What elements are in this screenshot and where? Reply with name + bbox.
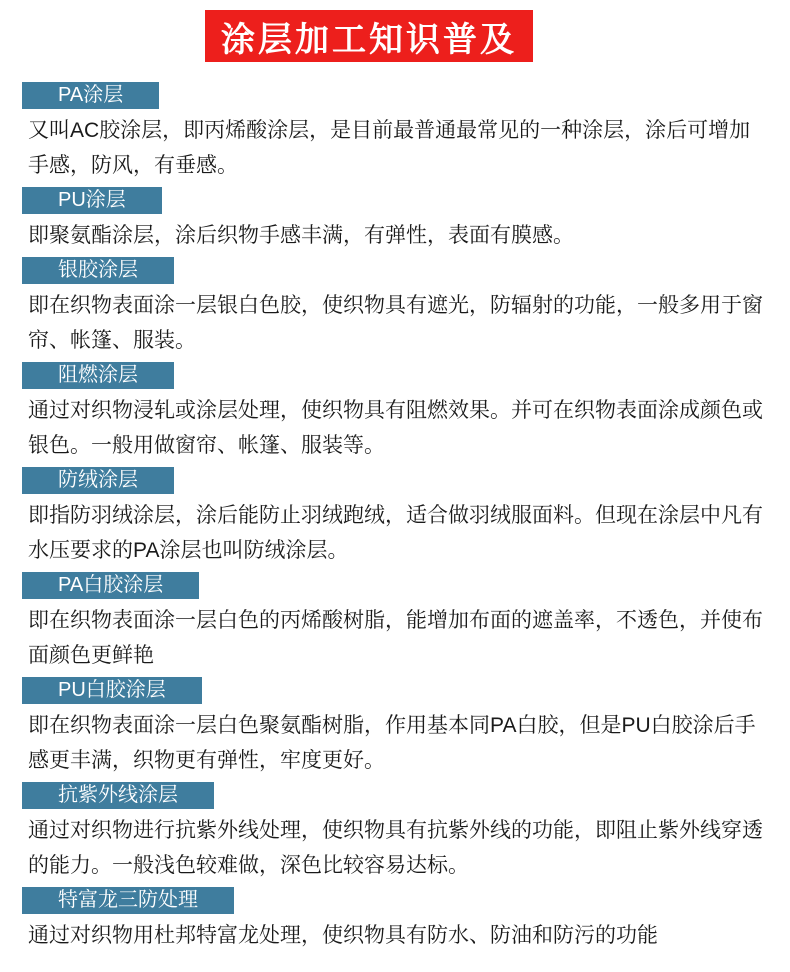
section-body-text: 即在织物表面涂一层银白色胶，使织物具有遮光，防辐射的功能，一般多用于窗帘、帐篷、服装。 (28, 294, 763, 352)
section-body-text: 通过对织物进行抗紫外线处理，使织物具有抗紫外线的功能，即阻止紫外线穿透的能力。一般浅色较难做，深色比较容易达标。 (28, 819, 763, 877)
page-title: 涂层加工知识普及 (221, 20, 517, 59)
section-body-text: 即在织物表面涂一层白色聚氨酯树脂，作用基本同PA白胶，但是PU白胶涂后手感更丰满，织物更有弹性，牢度更好。 (28, 714, 756, 772)
section-label-badge: PU白胶涂层 (22, 677, 202, 704)
sections-container (0, 62, 790, 953)
section-body-text: 又叫AC胶涂层，即丙烯酸涂层，是目前最普通最常见的一种涂层，涂后可增加手感，防风，有垂感。 (28, 119, 751, 177)
section-label-badge: 特富龙三防处理 (22, 887, 234, 914)
coating-section (22, 782, 766, 883)
coating-section (22, 887, 766, 953)
section-body-text: 通过对织物用杜邦特富龙处理，使织物具有防水、防油和防污的功能 (28, 924, 658, 947)
section-body-text: 即在织物表面涂一层白色的丙烯酸树脂，能增加布面的遮盖率，不透色，并使布面颜色更鲜艳 (28, 609, 763, 667)
section-label-badge: 防绒涂层 (22, 467, 174, 494)
coating-section (22, 257, 766, 358)
section-body-text: 即指防羽绒涂层，涂后能防止羽绒跑绒，适合做羽绒服面料。但现在涂层中凡有水压要求的PA涂层也叫防绒涂层。 (28, 504, 763, 562)
section-body-text: 通过对织物浸轧或涂层处理，使织物具有阻燃效果。并可在织物表面涂成颜色或银色。一般用做窗帘、帐篷、服装等。 (28, 399, 763, 457)
coating-section (22, 362, 766, 463)
section-label-badge: 阻燃涂层 (22, 362, 174, 389)
section-label-badge: PA涂层 (22, 82, 159, 109)
section-label-badge: 抗紫外线涂层 (22, 782, 214, 809)
section-label-badge: PU涂层 (22, 187, 162, 214)
section-label-badge: 银胶涂层 (22, 257, 174, 284)
coating-section (22, 677, 766, 778)
coating-section (22, 467, 766, 568)
section-label-badge: PA白胶涂层 (22, 572, 199, 599)
coating-section (22, 82, 766, 183)
section-body-text: 即聚氨酯涂层，涂后织物手感丰满，有弹性，表面有膜感。 (28, 224, 574, 247)
coating-section (22, 572, 766, 673)
page-title-banner (205, 10, 533, 62)
coating-section (22, 187, 766, 253)
